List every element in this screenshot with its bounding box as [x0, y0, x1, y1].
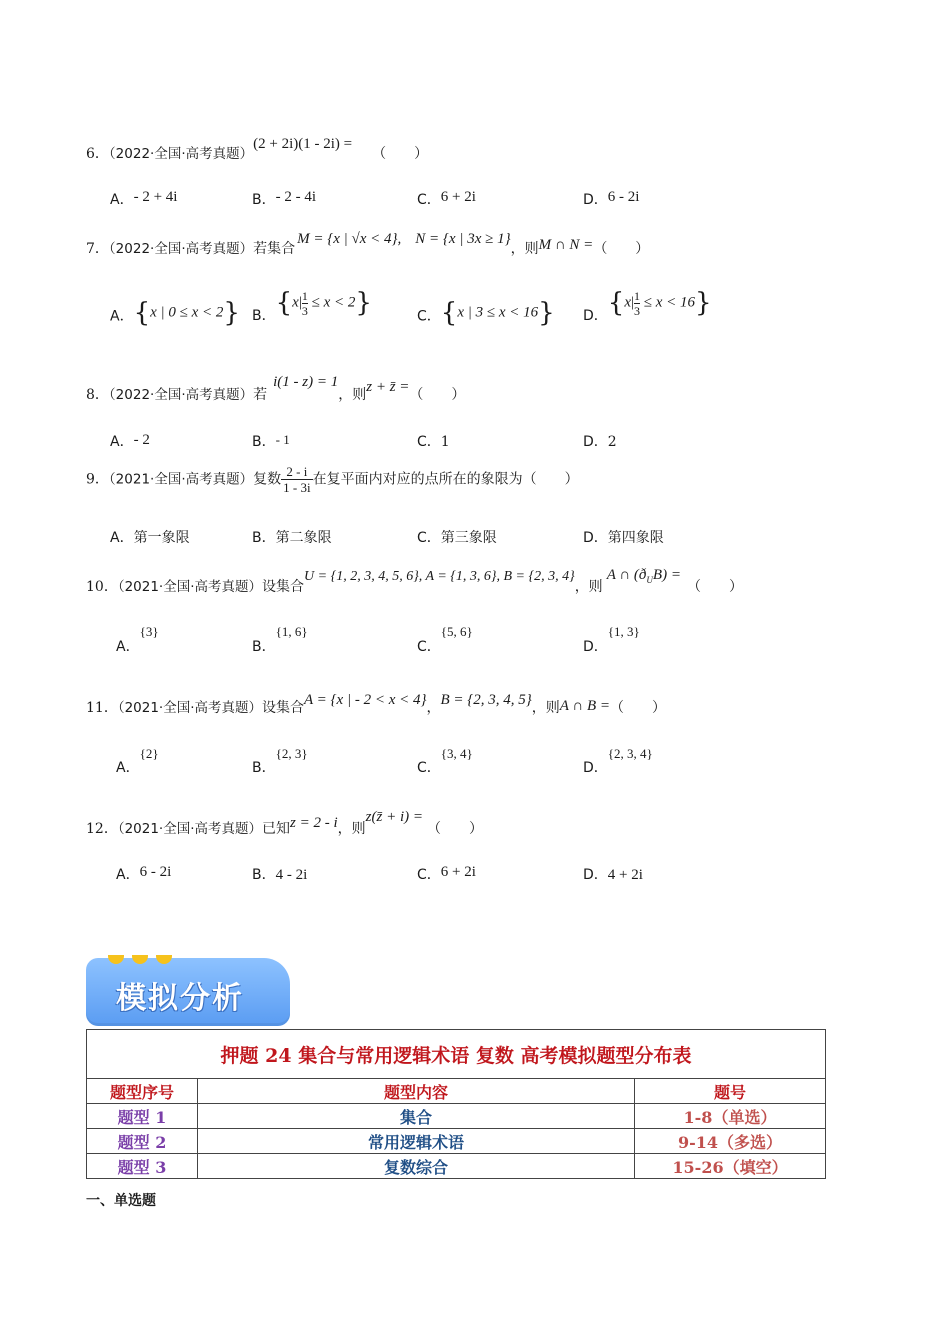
- question-math: A ∩ $(ð_UB)$ =: [606, 567, 681, 585]
- question-fraction: $\frac{2 - i}{1 - 3i}$: [283, 464, 311, 495]
- option-c[interactable]: C．{3, 4}: [417, 746, 473, 776]
- option-b[interactable]: B．{1, 6}: [252, 624, 308, 655]
- question-text: 若: [253, 387, 268, 403]
- answer-blank: （ ）: [426, 821, 483, 837]
- question-text: 复数: [253, 471, 282, 488]
- question-math: z = 2 - i: [290, 815, 338, 831]
- banner-dots-icon: [108, 955, 178, 967]
- question-number: 9．: [86, 471, 109, 488]
- option-c[interactable]: C．1: [417, 434, 450, 450]
- answer-blank: （ ）: [610, 700, 667, 716]
- option-d[interactable]: D．{1, 3}: [583, 624, 640, 655]
- option-c[interactable]: C．6 + 2i: [417, 864, 476, 883]
- question-10: [86, 567, 743, 597]
- cell-type: 题型 3: [87, 1154, 198, 1179]
- question-text: 若集合: [253, 241, 296, 257]
- option-c[interactable]: C．6 + 2i: [417, 189, 476, 208]
- option-b[interactable]: B．4 - 2i: [252, 867, 308, 883]
- set-m: M = {x | √x < 4},: [297, 231, 402, 247]
- option-d[interactable]: D．第四象限: [583, 530, 664, 546]
- table-caption: 押题 24 集合与常用逻辑术语 复数 高考模拟题型分布表: [87, 1030, 826, 1079]
- question-6-options: [0, 189, 950, 229]
- question-number: 7．: [86, 241, 109, 257]
- question-math: z + z̄ =: [366, 379, 410, 395]
- cell-content: 集合: [198, 1104, 635, 1129]
- option-d[interactable]: D．{x| $\frac{1}{3}$ ≤ x < 16}: [583, 288, 712, 325]
- question-12: [86, 809, 483, 838]
- option-d[interactable]: D．{2, 3, 4}: [583, 746, 653, 776]
- question-source: （2022·全国·高考真题）: [108, 146, 254, 162]
- question-9: [86, 464, 579, 495]
- cell-number: 9-14（多选）: [635, 1129, 826, 1154]
- question-text: 设集合: [262, 579, 305, 595]
- question-text: ，则: [338, 387, 367, 403]
- answer-blank: （ ）: [372, 146, 429, 162]
- question-source: （2021·全国·高考真题）: [117, 821, 263, 837]
- question-number: 8．: [86, 387, 109, 403]
- header-number: 题号: [635, 1079, 826, 1104]
- option-b[interactable]: B．{2, 3}: [252, 746, 308, 776]
- question-source: （2022·全国·高考真题）: [108, 387, 254, 403]
- question-source: （2022·全国·高考真题）: [108, 241, 254, 257]
- question-6: [86, 136, 429, 163]
- question-text: ，则: [337, 821, 366, 837]
- option-d[interactable]: D．2: [583, 434, 617, 450]
- cell-type: 题型 1: [87, 1104, 198, 1129]
- question-number: 12．: [86, 821, 118, 837]
- option-b[interactable]: B．- 2 - 4i: [252, 189, 317, 208]
- question-source: （2021·全国·高考真题）: [117, 579, 263, 595]
- banner-title: 模拟分析: [116, 981, 244, 1016]
- question-11-options: [0, 746, 950, 797]
- cell-number: 1-8（单选）: [635, 1104, 826, 1129]
- distribution-table: [86, 1029, 826, 1179]
- cell-content: 常用逻辑术语: [198, 1129, 635, 1154]
- option-c[interactable]: C．{x | 3 ≤ x < 16}: [417, 298, 555, 328]
- question-math: i(1 - z) = 1: [273, 374, 339, 390]
- option-b[interactable]: B．- 1: [252, 432, 290, 450]
- set-a: A = {x | - 2 < x < 4}: [304, 692, 427, 708]
- option-a[interactable]: A．- 2: [110, 432, 150, 450]
- question-text: ，则: [531, 700, 560, 716]
- question-source: （2021·全国·高考真题）: [117, 700, 263, 716]
- header-type: 题型序号: [87, 1079, 198, 1104]
- header-content: 题型内容: [198, 1079, 635, 1104]
- option-a[interactable]: A．{2}: [116, 746, 159, 776]
- option-a[interactable]: A．第一象限: [110, 530, 190, 546]
- answer-blank: （ ）: [409, 387, 466, 403]
- question-11: [86, 692, 667, 717]
- question-8: [86, 374, 466, 404]
- question-number: 6．: [86, 146, 109, 162]
- question-text: ，则: [510, 241, 539, 257]
- table-row: [87, 1129, 826, 1154]
- table-row: [87, 1104, 826, 1129]
- set-n: N = {x | 3x ≥ 1}: [415, 231, 511, 247]
- question-12-options: [0, 864, 950, 904]
- question-10-options: [0, 624, 950, 676]
- question-math: (2 + 2i)(1 - 2i) =: [253, 136, 353, 152]
- question-math: U = {1, 2, 3, 4, 5, 6}, A = {1, 3, 6}, B = {2, 3, 4}: [304, 569, 575, 584]
- option-a[interactable]: A．6 - 2i: [116, 864, 172, 883]
- set-b: B = {2, 3, 4, 5}: [440, 692, 532, 708]
- question-text: ，: [426, 700, 441, 716]
- option-b[interactable]: B．{x| $\frac{1}{3}$ ≤ x < 2}: [252, 288, 372, 325]
- question-math: A ∩ B =: [559, 698, 611, 714]
- question-text: 在复平面内对应的点所在的象限为（ ）: [312, 471, 579, 488]
- option-c[interactable]: C．{5, 6}: [417, 624, 473, 655]
- question-math: M ∩ N =: [538, 237, 594, 253]
- option-d[interactable]: D．4 + 2i: [583, 867, 643, 883]
- question-text: ，则: [574, 579, 603, 595]
- option-a[interactable]: A．{x | 0 ≤ x < 2}: [110, 298, 240, 328]
- option-a[interactable]: A．- 2 + 4i: [110, 189, 178, 208]
- answer-blank: （ ）: [593, 241, 650, 257]
- table-row: [87, 1154, 826, 1179]
- option-c[interactable]: C．第三象限: [417, 530, 497, 546]
- cell-type: 题型 2: [87, 1129, 198, 1154]
- question-7-options: [0, 288, 950, 328]
- question-7: [86, 231, 650, 258]
- question-text: 已知: [262, 821, 291, 837]
- question-math: z(z̄ + i) =: [365, 809, 423, 825]
- table-header-row: [87, 1079, 826, 1104]
- question-number: 10．: [86, 579, 118, 595]
- option-d[interactable]: D．6 - 2i: [583, 189, 640, 208]
- option-a[interactable]: A．{3}: [116, 624, 159, 655]
- question-9-options: [0, 527, 950, 567]
- option-b[interactable]: B．第二象限: [252, 530, 332, 546]
- cell-number: 15-26（填空）: [635, 1154, 826, 1179]
- question-text: 设集合: [262, 700, 305, 716]
- section-title: 一、单选题: [86, 1193, 156, 1209]
- section-banner: [86, 955, 290, 1025]
- answer-blank: （ ）: [686, 579, 743, 595]
- cell-content: 复数综合: [198, 1154, 635, 1179]
- question-source: （2021·全国·高考真题）: [108, 471, 254, 488]
- question-number: 11．: [86, 700, 118, 716]
